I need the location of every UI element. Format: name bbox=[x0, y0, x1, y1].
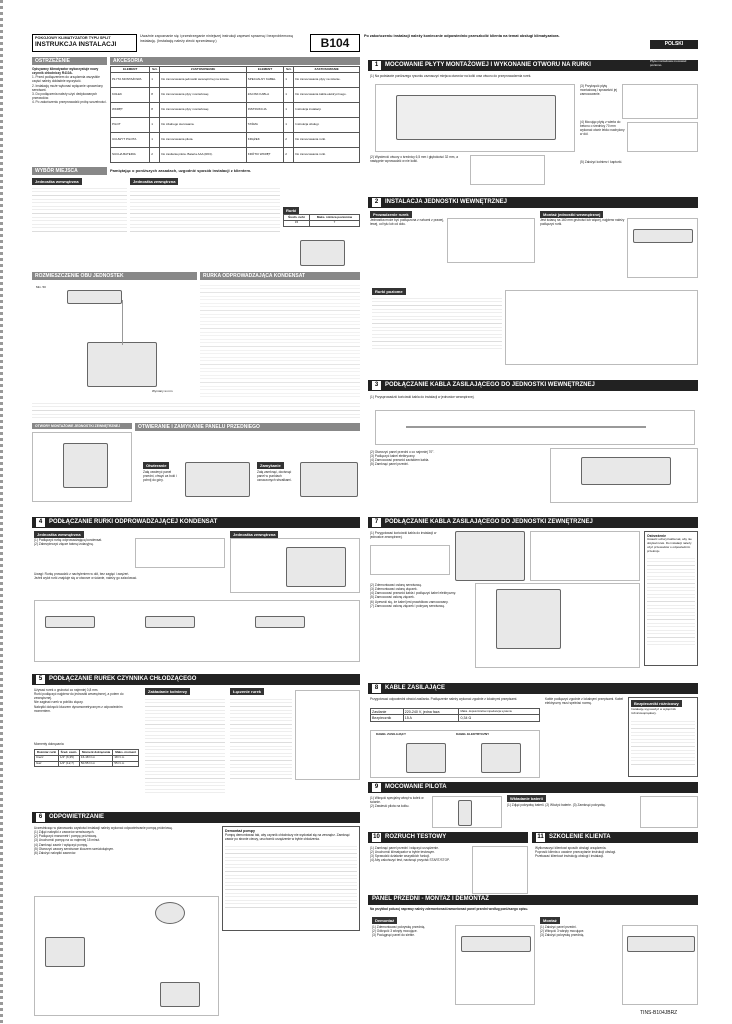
indoor-terminal-sketch bbox=[481, 743, 521, 773]
s5-sub-label: Łączenie rurek bbox=[230, 688, 264, 695]
s6-text-7: (6) Założyć nakrętki zaworów. bbox=[34, 850, 76, 855]
akc-header: ZASTOSOWANIE bbox=[160, 67, 246, 73]
s11-text-2: Poprosić klienta o uważne przeczytanie instrukcji obsługi. bbox=[535, 850, 616, 855]
panel-step: (3) Pociągnąć panel do siebie. bbox=[372, 933, 415, 938]
indoor-unit-sketch bbox=[627, 936, 695, 952]
s3-text-5: (5) Zamknąć panel przedni. bbox=[370, 462, 409, 467]
s6-text-2: (1) Zdjąć nakrętki z zaworów serwisowych. bbox=[34, 830, 95, 835]
s9-sub bbox=[507, 795, 546, 802]
torque-header: Maks. moment bbox=[113, 750, 139, 756]
panel-sub-label: Demontaż bbox=[372, 917, 397, 924]
section-7-bar: 7 PODŁĄCZANIE KABLA ZASILAJĄCEGO DO JEDNOSTKI ZEWNĘTRZNEJ bbox=[368, 517, 698, 528]
s7-warning-title: Ostrzeżenie bbox=[647, 534, 667, 538]
s11-text-1: Wytłumaczyć klientowi sposób obsługi urządzenia. bbox=[535, 846, 607, 850]
model-badge: B104 bbox=[310, 34, 360, 52]
s4-text-1: (1) Podłączyć rurkę odprowadzającą kondensat. bbox=[34, 538, 103, 542]
header-title1: POKOJOWY KLIMATYZATOR TYPU SPLIT bbox=[35, 36, 111, 40]
s4-text-3: Uwagi: Rurkę prowadzić z nachyleniem w dół, bez zagięć i zwężeń. bbox=[34, 572, 130, 576]
wybor-indoor-text-lines bbox=[32, 185, 127, 235]
panel-remove-steps bbox=[372, 925, 452, 1005]
table-row: Zasilanie 220-240 V, jedna faza Maks. dopuszczalna impedancja systemu bbox=[371, 709, 540, 715]
s6-text-block bbox=[34, 826, 219, 894]
panel-section-bar bbox=[368, 895, 698, 905]
s11-text-block bbox=[535, 846, 698, 894]
terminal-block-sketch bbox=[581, 457, 671, 485]
valve-sketch bbox=[45, 937, 85, 967]
panel-sub-label: Montaż bbox=[540, 917, 560, 924]
s6-text-5: (4) Zamknąć zawór i wyłączyć pompę. bbox=[34, 842, 89, 847]
s7-text-block bbox=[370, 583, 470, 649]
section-1-bar: 1 MOCOWANIE PŁYTY MONTAŻOWEJ I WYKONANIE OTWORU NA RURKI bbox=[368, 60, 698, 71]
s5-text-1: Używać rurek o grubości co najmniej 0,8 mm. bbox=[34, 688, 99, 692]
panel-close-sketch bbox=[300, 462, 358, 497]
s6-text-4: (3) Uruchomić pompę na co najmniej 15 minut. bbox=[34, 838, 101, 843]
akc-header: ELEMENT bbox=[111, 67, 150, 73]
torque-table bbox=[34, 749, 139, 767]
outdoor-unit-sketch bbox=[286, 547, 346, 587]
s2-sub3 bbox=[372, 288, 406, 295]
s5-text-block bbox=[34, 688, 134, 738]
outdoor-terminal-sketch bbox=[406, 743, 446, 773]
panel-step: (1) Założyć panel przedni. bbox=[540, 925, 577, 929]
indoor-unit-sketch bbox=[67, 290, 122, 304]
test-run-diagram bbox=[472, 846, 528, 894]
table-row: UCHWYT PILOTA 1 Do zamocowania pilota. KRĄŻEK 2 Do zamocowania rurki. bbox=[111, 132, 360, 147]
remote-holder-diagram bbox=[432, 796, 502, 828]
outdoor-drain-diagram bbox=[230, 538, 360, 593]
wybor-sub-pipes bbox=[283, 207, 299, 214]
s1-text-2: (2) Wywiercić otwory o średnicy 6,5 mm i głębokości 32 mm, a następnie wprowadzić w nie kołki. bbox=[370, 155, 459, 164]
ostrzezenie-item: 1. Przed podłączeniem do urządzenia wszystkie części należy dokładnie wyczyścić. bbox=[32, 75, 100, 84]
s6-text-6: (5) Otworzyć zawory serwisowe kluczem sześciokątnym. bbox=[34, 846, 115, 851]
s5-text-4: Nakrętki dokręcić kluczem dynamometrycznym z odpowiednim momentem. bbox=[34, 704, 123, 713]
battery-diagram bbox=[640, 796, 698, 828]
service-cover-diagram bbox=[530, 531, 640, 581]
s2-horizontal-text bbox=[372, 295, 502, 350]
header-warning: Po zakończeniu instalacji należy koniecznie odpowiednio przeszkolić klienta na temat obsługi klimatyzatora. bbox=[364, 34, 560, 38]
layout-diagram bbox=[32, 282, 197, 397]
wybor-sub-label: Jednostka zewnętrzna bbox=[130, 178, 178, 185]
s10-text-1: (1) Zamknąć panel przedni i włączyć urządzenie. bbox=[370, 846, 439, 850]
s7-text-6: (6) Upewnić się, że kabel jest prawidłowo zamocowany. bbox=[370, 599, 449, 604]
pump-box-title: Demontaż pompy bbox=[225, 829, 255, 833]
pipe-value: 7 bbox=[309, 220, 359, 226]
s2-text-2: Jest ścianą na 160 mm grubości lub więcej, najpierw należy podłączyć rurki. bbox=[540, 218, 625, 227]
rurka-odpr-heading: RURKA ODPROWADZAJĄCA KONDENSAT bbox=[200, 272, 360, 280]
table-row: Gaz 1/2" (12,7) 50-55 N·m 55 N·m bbox=[35, 761, 139, 767]
otwieranie-sub1 bbox=[143, 462, 169, 469]
s3-text-2: (2) Otworzyć panel przedni o co najmniej 70°. bbox=[370, 450, 435, 454]
section-7-title: PODŁĄCZANIE KABLA ZASILAJĄCEGO DO JEDNOSTKI ZEWNĘTRZNEJ bbox=[385, 518, 593, 525]
s2-sub2 bbox=[540, 211, 603, 218]
s5-table-title: Momenty dokręcania bbox=[34, 742, 64, 746]
panel-step: (2) Wkręcić 3 wkręty mocujące. bbox=[540, 929, 585, 934]
s8-rcd-text: Instalację wyposażyć w wyłącznik różnicowoprądowy. bbox=[631, 707, 676, 715]
mounting-holes-diagram bbox=[32, 432, 132, 502]
power-table bbox=[370, 708, 540, 722]
s5-sub1 bbox=[145, 688, 190, 695]
s8-rcd-box bbox=[628, 697, 698, 777]
panel-sub2 bbox=[540, 917, 560, 924]
flaring-steps bbox=[145, 696, 225, 796]
section-4-title: PODŁĄCZANIE RURKI ODPROWADZAJĄCEJ KONDENSAT bbox=[49, 518, 218, 525]
table-row: Ciecz 1/4" (6,35) 16-18 N·m 18 N·m bbox=[35, 755, 139, 761]
s10-text-4: (4) Aby zakończyć test, nacisnąć przycisk START/STOP. bbox=[370, 858, 450, 863]
terminal-diagram bbox=[550, 448, 698, 503]
wybor-sub-label: Rurki bbox=[283, 207, 299, 214]
s4-notes bbox=[34, 572, 224, 597]
indoor-unit-sketch bbox=[145, 616, 195, 628]
indoor-mounting-diagram bbox=[627, 218, 698, 278]
s7-text-3: (3) Zdemontować osłonę złączek. bbox=[370, 587, 418, 592]
section-10-title: ROZRUCH TESTOWY bbox=[385, 833, 447, 840]
s2-sub-label: Rurki poziome bbox=[372, 288, 406, 295]
mounting-plate-diagram bbox=[375, 84, 575, 152]
outdoor-cable-prep bbox=[370, 545, 450, 575]
s4-sub-label: Jednostka zewnętrzna bbox=[230, 531, 278, 538]
vacuum-pump-sketch bbox=[160, 982, 200, 1007]
panel-mount-steps bbox=[540, 925, 620, 1005]
vacuum-diagram bbox=[34, 896, 219, 1016]
panel-step: (2) Odkręcić 3 wkręty mocujące. bbox=[372, 929, 418, 934]
section-2-title: INSTALACJA JEDNOSTKI WEWNĘTRZNEJ bbox=[385, 198, 508, 205]
section-2-bar: 2 INSTALACJA JEDNOSTKI WEWNĘTRZNEJ bbox=[368, 197, 698, 208]
s5-text-3: Nie zaginać rurek w pobliżu złączy. bbox=[34, 700, 84, 705]
s4-text-block bbox=[34, 538, 134, 550]
header-title2: INSTRUKCJA INSTALACJI bbox=[35, 40, 117, 48]
outdoor-terminal-diagram bbox=[475, 583, 640, 668]
otwieranie-sub2 bbox=[257, 462, 284, 469]
s6-text-1: Uczestnicząc w planowaniu czystości instalacji należy wykonać odpowietrzanie pompą próżniową. bbox=[34, 826, 173, 830]
s5-text-2: Rurki podłączyć najpierw do jednostki wewnętrznej, a potem do zewnętrznej. bbox=[34, 692, 124, 701]
otwieranie-text: Załą oswieryć panel przedni, chwyć za boki i pchnij do góry. bbox=[143, 470, 177, 483]
section-3-title: PODŁĄCZANIE KABLA ZASILAJĄCEGO DO JEDNOSTKI WEWNĘTRZNEJ bbox=[385, 381, 595, 388]
s10-text-2: (2) Uruchomić klimatyzator w trybie testowym. bbox=[370, 850, 436, 855]
s7-text-2: (2) Zdemontować osłonę serwisową. bbox=[370, 583, 422, 587]
wybor-sub-indoor bbox=[32, 178, 82, 185]
s8-text-1: Przygotować odpowiedni obwód zasilania. Podłączenie należy wykonać zgodnie z lokalnymi przepisami. bbox=[370, 697, 518, 701]
akc-header: ELEMENT bbox=[246, 67, 283, 73]
torque-header: Rozmiar rurki bbox=[35, 750, 59, 756]
pipe-value: 15 bbox=[284, 220, 310, 226]
s9-text-block bbox=[370, 796, 430, 821]
ostrzezenie-item: 4. Po zakończeniu przeprowadzić próbę szczelności. bbox=[32, 100, 107, 105]
ostrzezenie-heading: OSTRZEŻENIE bbox=[32, 57, 107, 65]
torque-header: Moment dokręcania bbox=[79, 750, 112, 756]
section-4-bar: 4 PODŁĄCZANIE RURKI ODPROWADZAJĄCEJ KONDENSAT bbox=[32, 517, 360, 528]
table-row: Bezpiecznik 15 A 0,34 Ω bbox=[371, 715, 540, 721]
outdoor-unit-sketch bbox=[87, 342, 157, 387]
s9-text-1: (1) Wkręcić specjalny wkręt w kołek w ścianie. bbox=[370, 796, 424, 805]
s4-sub-label: Jednostka wewnętrzna bbox=[34, 531, 84, 538]
wybor-note: Pamiętając o poniższych zasadach, uzgodnić sposób instalacji z klientem. bbox=[110, 168, 252, 173]
s10-text-block bbox=[370, 846, 470, 894]
zamykanie-label: Zamykanie bbox=[257, 462, 284, 469]
s10-text-3: (3) Sprawdzić działanie wszystkich funkcji. bbox=[370, 854, 430, 859]
horizontal-pipe-diagram bbox=[505, 290, 698, 365]
s4-sub1 bbox=[34, 531, 84, 538]
wybor-sub-label: Jednostka wewnętrzna bbox=[32, 178, 82, 185]
s3-text-3: (3) Podłączyć kabel elektryczny. bbox=[370, 454, 416, 459]
header-title-box bbox=[32, 34, 137, 52]
power-cable-label: KABEL ZASILAJĄCY bbox=[376, 732, 406, 736]
table-row: PŁYTA MONTAŻOWA 1 Do zamocowania jednostki wewnętrznej na ścianie. SPECJALNY KABEL 1 Do zamocowania płyty na ścianie. bbox=[111, 72, 360, 87]
indoor-unit-sketch bbox=[633, 229, 693, 243]
s2-sub-label: Montaż jednostki wewnętrznej bbox=[540, 211, 603, 218]
panel-section-title: PANEL PRZEDNI - MONTAŻ I DEMONTAŻ bbox=[372, 896, 489, 903]
manometer-sketch bbox=[155, 902, 185, 924]
wybor-outdoor-text-lines bbox=[130, 185, 280, 235]
s7-text-4: (4) Zamocować przewód kabla i podłączyć kabel elektryczny. bbox=[370, 591, 457, 596]
cable-line bbox=[406, 426, 646, 428]
section-6-title: ODPOWIETRZANIE bbox=[49, 813, 104, 820]
torque-header: Śred. zewn. bbox=[58, 750, 79, 756]
s7-warning-lines bbox=[647, 555, 695, 645]
akc-header: Szt. bbox=[150, 67, 160, 73]
otwieranie-heading: OTWIERANIE I ZAMYKANIE PANELU PRZEDNIEGO bbox=[135, 423, 360, 431]
wybor-heading: WYBÓR MIEJSCA bbox=[32, 167, 107, 175]
s5-sub-label: Zakładanie kołnierzy bbox=[145, 688, 190, 695]
section-5-title: PODŁĄCZANIE RUREK CZYNNIKA CHŁODZĄCEGO bbox=[49, 675, 197, 682]
s2-sub-label: Prowadzenie rurek bbox=[370, 211, 412, 218]
s3-text-4: (4) Zamocować przewód zaciskiem kabla. bbox=[370, 458, 430, 463]
s11-text-3: Przekazać klientowi instrukcję obsługi i instalacji. bbox=[535, 854, 604, 859]
s2-sub1 bbox=[370, 211, 412, 218]
wiring-diagram bbox=[370, 730, 540, 778]
outdoor-panel-sketch bbox=[496, 589, 561, 649]
indoor-unit-sketch bbox=[45, 616, 95, 628]
s7-text-7: (7) Zamocować osłonę złączek i pokrywę serwisową. bbox=[370, 603, 445, 608]
indoor-unit-sketch bbox=[255, 616, 305, 628]
s2-text-1: Jednostka może być podłączona z rurkami z prawej, lewej, od tyłu lub od dołu. bbox=[370, 218, 444, 227]
footer-code: TINS-B104JBRZ bbox=[640, 1010, 678, 1016]
rozmieszczenie-heading: ROZMIESZCZENIE OBU JEDNOSTEK bbox=[32, 272, 197, 280]
akc-header: Szt. bbox=[284, 67, 294, 73]
panel-step: (1) Zdemontować pokrywkę przednią. bbox=[372, 925, 426, 929]
section-1-note: Płyta montażowa mocować poziomo. bbox=[650, 60, 687, 67]
dims-label: Wymiary w mm bbox=[152, 389, 173, 393]
s3-text-block bbox=[370, 450, 545, 495]
s4-text-4: Jeżeli wylot rurki znajduje się w otworze w ścianie, należy go zaizolować. bbox=[34, 576, 138, 581]
s1-text-5: (5) Założyć kołnierz i kapturki. bbox=[580, 160, 623, 164]
otwieranie-label: Otwieranie bbox=[143, 462, 169, 469]
outdoor-base-sketch bbox=[63, 443, 108, 488]
drill-diagram bbox=[470, 155, 545, 185]
s8-text-2: Kable podłączyć zgodnie z lokalnymi przepisami. Kabel elektryczny musi spełniać normę. bbox=[545, 697, 624, 706]
table-row: WKRĘT 8 Do zamocowania płyty montażowej. INSTRUKCJA 1 Instrukcja instalacji. bbox=[111, 102, 360, 117]
pipe-header: Średn. rurki bbox=[284, 215, 310, 221]
pipe-table bbox=[283, 214, 360, 227]
s7-text-1: (1) Przygotować końcówki kabla do instalacji w jednostce zewnętrznej. bbox=[370, 531, 437, 540]
akc-header: ZASTOSOWANIE bbox=[294, 67, 360, 73]
s4-sub2 bbox=[230, 531, 278, 538]
zamykanie-text: Załą zamknąć, docisnąć panel w punktach oznaczonych strzałkami. bbox=[257, 470, 292, 483]
section-8-bar: 8 KABLE ZASILAJĄCE bbox=[368, 683, 698, 694]
section-5-bar: 5 PODŁĄCZANIE RUREK CZYNNIKA CHŁODZĄCEGO bbox=[32, 674, 360, 685]
table-row: SUCHA BATERIA 2 Do zasilania pilota. Bateria AAA (R03). KRÓTKI WKRĘT 2 Do zamocowania rurki. bbox=[111, 147, 360, 162]
section-6-bar: 6 ODPOWIETRZANIE bbox=[32, 812, 360, 823]
section-11-bar: 11 SZKOLENIE KLIENTA bbox=[532, 832, 698, 843]
s1-text-3: (3) Przykręcić płytę montażową i sprawdzić jej zamocowanie. bbox=[580, 84, 618, 97]
section-1-title: MOCOWANIE PŁYTY MONTAŻOWEJ I WYKONANIE OTWORU NA RURKI bbox=[385, 61, 591, 68]
header-notice: Uważnie zapoznanie się i przestrzeganie niniejszej instrukcji zapewni sprawną i bezproblemową instalację. (Instalację należy zlecić sprzedawcy.) bbox=[140, 34, 293, 43]
placement-note-lines bbox=[32, 400, 360, 418]
s9-sub-label: Wkładanie baterii bbox=[507, 795, 546, 802]
outdoor-unit-sketch bbox=[455, 531, 525, 581]
s9-text-2: (2) Zawiesić pilota na kołku. bbox=[370, 804, 410, 809]
section-11-title: SZKOLENIE KLIENTA bbox=[549, 833, 611, 840]
s7-text-5: (5) Zamocować osłonę złączek. bbox=[370, 595, 415, 600]
pump-box-lines bbox=[225, 843, 357, 911]
s3-text-1: (1) Przysprowadzić końcówki kabla do instalacji w jednostce wewnętrznej. bbox=[370, 395, 475, 399]
section-10-bar: 10 ROZRUCH TESTOWY bbox=[368, 832, 528, 843]
plate-check-diagram bbox=[622, 84, 698, 119]
s1-text-4: (4) Mocując płytę z wierła do betonu o średnicy 70 mm wykonać otwór lekko nachylony w dół. bbox=[580, 120, 625, 137]
table-row: KOŁEK 8 Do zamocowania płyty montażowej. ZACISK KABLA 1 Do zamocowania kabla elektrycznego. bbox=[111, 87, 360, 102]
outdoor-unit-sketch bbox=[300, 240, 345, 266]
pump-removal-box bbox=[222, 826, 360, 931]
indoor-unit-sketch bbox=[461, 936, 531, 952]
remote-sketch bbox=[458, 800, 472, 826]
panel-mount-diagram bbox=[622, 925, 698, 1005]
hole-angle-diagram bbox=[627, 122, 698, 152]
cable-prep-diagram bbox=[375, 410, 695, 445]
pipe-joining-steps bbox=[230, 696, 292, 781]
panel-step: (3) Założyć pokrywkę przednią. bbox=[540, 933, 585, 938]
table-row: PILOT 1 Do zdalnego sterowania. TAŚMA 1 Instrukcja obsługi. bbox=[111, 117, 360, 132]
panel-remove-diagram bbox=[455, 925, 535, 1005]
panel-open-sketch bbox=[185, 462, 250, 497]
min-label: Min. 50 bbox=[36, 285, 46, 289]
pipe-routing-diagram bbox=[447, 218, 535, 263]
ostrzezenie-item: 2. Instalację może wykonać wyłącznie uprawniony serwisant. bbox=[32, 83, 103, 92]
section-9-title: MOCOWANIE PILOTA bbox=[385, 783, 447, 790]
ostrzezenie-item: 3. Do podłączenia należy użyć dedykowanych przewodów. bbox=[32, 91, 98, 101]
section-3-bar: 3 PODŁĄCZANIE KABLA ZASILAJĄCEGO DO JEDNOSTKI WEWNĘTRZNEJ bbox=[368, 380, 698, 391]
pipe-line bbox=[122, 300, 123, 345]
panel-sub1 bbox=[372, 917, 397, 924]
ostrzezenie-lead: Opisywany klimatyzator wykorzystuje nowy czynnik chłodniczy R410A. bbox=[32, 67, 99, 76]
s1-text-1: (1) Na podstawie poniższego rysunku zaznaczyć miejsca otworów na kołki oraz otworu do przeprowadzenia rurek. bbox=[370, 74, 532, 78]
valve-diagram bbox=[295, 690, 360, 780]
s7-warning-text: Ustawić uchwyt kabla tak, aby nie dotykał rurek. Do instalacji należy użyć przewodów o odpowiednim przekroju. bbox=[647, 537, 692, 553]
wybor-sub-outdoor bbox=[130, 178, 178, 185]
electric-cable-label: KABEL ELEKTRYCZNY bbox=[456, 732, 490, 736]
akcesoria-heading: AKCESORIA bbox=[110, 57, 360, 65]
akcesoria-table bbox=[110, 66, 360, 163]
otwory-heading: OTWORY MONTAŻOWE JEDNOSTKI ZEWNĘTRZNEJ bbox=[32, 423, 132, 429]
crop-stripe bbox=[0, 0, 3, 1024]
section-8-title: KABLE ZASILAJĄCE bbox=[385, 684, 446, 691]
panel-note: Na przykład poluzuj naprawy należy zdemontować/zamontować panel przedni według poniższego opisu. bbox=[370, 907, 529, 911]
s8-rcd-title: Bezpieczniki różnicowy bbox=[631, 700, 682, 707]
language-badge: POLSKI bbox=[650, 40, 698, 49]
drain-connect-diagram bbox=[135, 538, 225, 568]
mounting-plate-sketch bbox=[396, 95, 556, 140]
s4-text-2: (2) Zabezpieczyć złącze taśmą izolacyjną. bbox=[34, 542, 94, 547]
s6-text-3: (2) Podłączyć manometr i pompę próżniową. bbox=[34, 834, 98, 839]
s9-text-3: (1) Zdjąć pokrywkę baterii. (2) Włożyć baterie. (3) Zamknąć pokrywkę. bbox=[507, 803, 606, 807]
section-9-bar: 9 MOCOWANIE PILOTA bbox=[368, 782, 698, 793]
drain-slope-diagram bbox=[34, 600, 360, 662]
s7-warning-box bbox=[644, 531, 698, 666]
pump-box-text: Pompę demontować tak, aby czynnik chłodniczy nie wydostał się na zewnątrz. Zamknąć zawór po stronie cieczy, uruchomić urządzenie w trybie chłodzenia. bbox=[225, 833, 350, 842]
pipe-header: Maks. różnica poziomów bbox=[309, 215, 359, 221]
s5-sub2 bbox=[230, 688, 264, 695]
drain-diagram bbox=[200, 282, 360, 397]
s8-rcd-lines bbox=[631, 718, 695, 768]
ostrzezenie-body bbox=[32, 67, 107, 157]
